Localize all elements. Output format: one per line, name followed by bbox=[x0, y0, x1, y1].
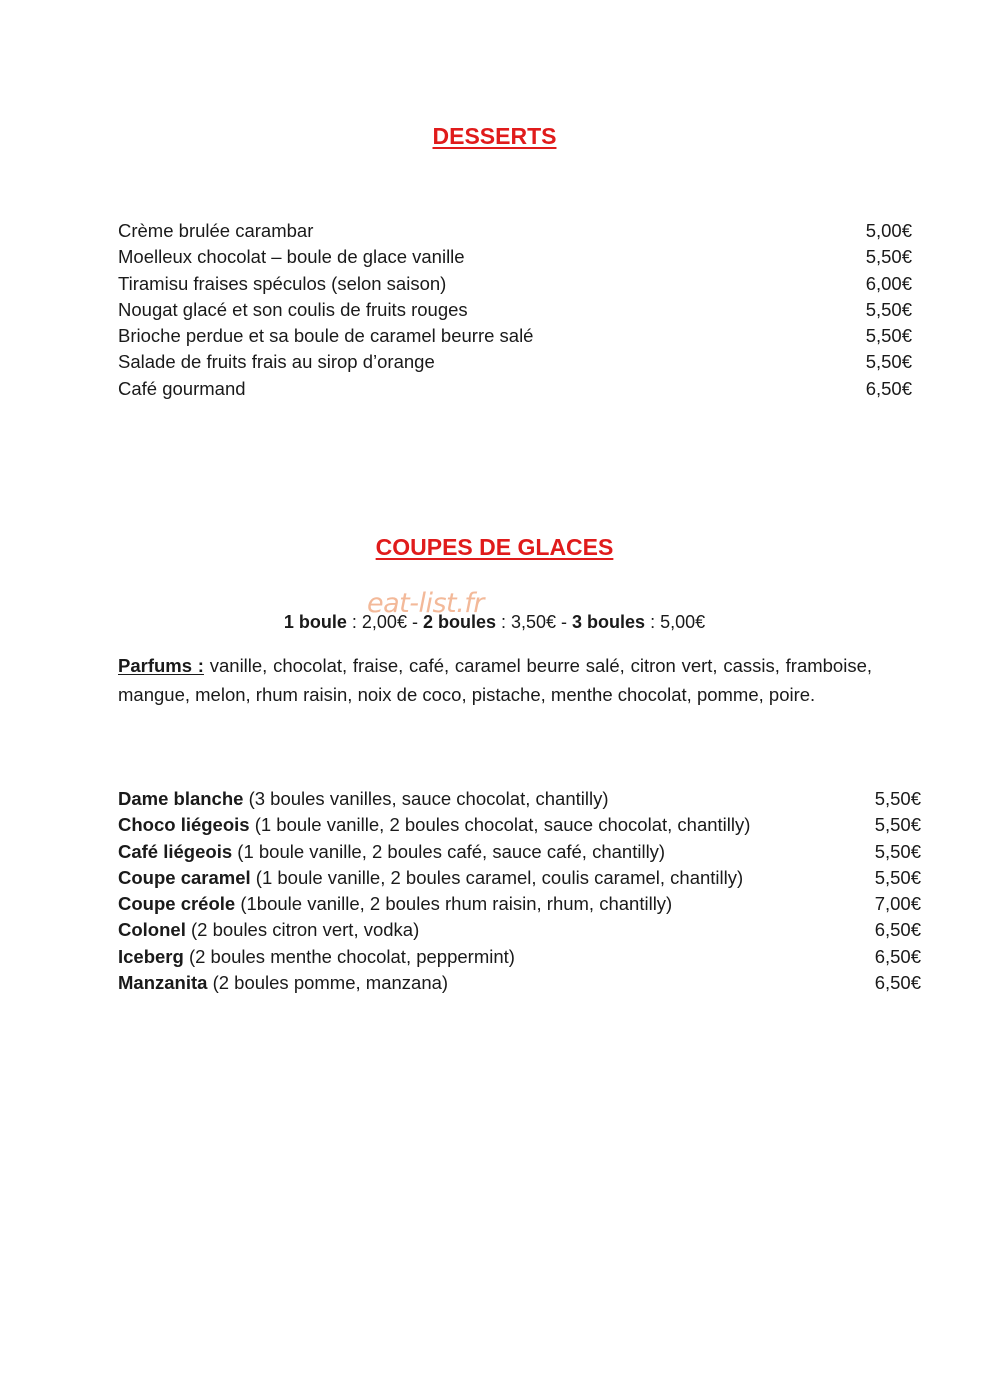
dessert-name: Nougat glacé et son coulis de fruits rouges bbox=[118, 298, 468, 320]
dessert-price: 5,00€ bbox=[865, 220, 912, 241]
coupe-description: (1 boule vanille, 2 boules café, sauce café, chantilly) bbox=[232, 840, 666, 862]
dessert-name: Moelleux chocolat – boule de glace vanille bbox=[118, 246, 465, 268]
scoop-prices bbox=[0, 612, 989, 633]
dessert-price: 5,50€ bbox=[865, 298, 912, 320]
coupe-price: 5,50€ bbox=[874, 840, 921, 862]
parfums-text: vanille, chocolat, fraise, café, caramel beurre salé, citron vert, cassis, framboise, mangue, melon, rhum raisin, noix de coco, pistache, menthe chocolat, pomme, poire. bbox=[118, 655, 873, 705]
one-scoop-price: : 2,00€ - bbox=[346, 612, 423, 632]
list-item bbox=[118, 865, 921, 891]
list-item bbox=[118, 349, 912, 375]
coupes-list bbox=[118, 786, 921, 996]
dessert-name: Salade de fruits frais au sirop d’orange bbox=[118, 351, 435, 373]
coupe-name: Manzanita bbox=[118, 972, 208, 994]
coupe-description: (3 boules vanilles, sauce chocolat, chantilly) bbox=[243, 788, 609, 809]
dessert-name: Crème brulée carambar bbox=[118, 220, 314, 241]
coupe-price: 5,50€ bbox=[874, 814, 921, 836]
dessert-price: 6,00€ bbox=[865, 272, 912, 294]
list-item bbox=[118, 970, 921, 996]
coupe-description: (2 boules citron vert, vodka) bbox=[185, 919, 420, 941]
dessert-name: Tiramisu fraises spéculos (selon saison) bbox=[118, 272, 447, 294]
three-scoops-price: : 5,00€ bbox=[645, 612, 706, 632]
list-item bbox=[118, 323, 912, 349]
list-item bbox=[118, 244, 912, 270]
three-scoops-label: 3 boules bbox=[572, 612, 646, 632]
coupe-name: Coupe caramel bbox=[118, 866, 251, 888]
coupe-description: (1boule vanille, 2 boules rhum raisin, rhum, chantilly) bbox=[235, 893, 673, 915]
two-scoops-label: 2 boules bbox=[422, 612, 496, 632]
list-item bbox=[118, 944, 921, 970]
list-item bbox=[118, 917, 921, 943]
coupe-price: 7,00€ bbox=[874, 893, 921, 915]
dessert-price: 5,50€ bbox=[865, 325, 912, 347]
coupe-description: (2 boules pomme, manzana) bbox=[207, 972, 449, 994]
coupe-description: (1 boule vanille, 2 boules caramel, coulis caramel, chantilly) bbox=[250, 866, 744, 888]
coupe-name: Coupe créole bbox=[118, 893, 236, 915]
list-item bbox=[118, 297, 912, 323]
dessert-name: Brioche perdue et sa boule de caramel beurre salé bbox=[118, 325, 534, 347]
coupe-name: Colonel bbox=[118, 919, 186, 941]
coupe-price: 6,50€ bbox=[874, 919, 921, 941]
desserts-list bbox=[118, 218, 912, 402]
coupes-de-glaces-heading: COUPES DE GLACES bbox=[375, 534, 614, 560]
dessert-price: 6,50€ bbox=[865, 377, 912, 399]
list-item bbox=[118, 271, 912, 297]
coupe-description: (1 boule vanille, 2 boules chocolat, sauce chocolat, chantilly) bbox=[249, 814, 751, 836]
coupe-price: 6,50€ bbox=[874, 972, 921, 994]
list-item bbox=[118, 376, 912, 402]
coupe-description: (2 boules menthe chocolat, peppermint) bbox=[183, 945, 515, 967]
coupe-name: Café liégeois bbox=[118, 840, 233, 862]
coupe-name: Choco liégeois bbox=[118, 814, 250, 836]
parfums-paragraph bbox=[118, 651, 872, 709]
dessert-price: 5,50€ bbox=[865, 246, 912, 268]
coupe-name: Dame blanche bbox=[118, 788, 244, 809]
coupe-price: 5,50€ bbox=[874, 866, 921, 888]
parfums-label: Parfums : bbox=[118, 655, 204, 676]
one-scoop-label: 1 boule bbox=[283, 612, 347, 632]
dessert-price: 5,50€ bbox=[865, 351, 912, 373]
dessert-name: Café gourmand bbox=[118, 377, 246, 399]
list-item bbox=[118, 786, 921, 812]
coupe-name: Iceberg bbox=[118, 945, 184, 967]
coupe-price: 5,50€ bbox=[874, 788, 921, 809]
list-item bbox=[118, 812, 921, 838]
list-item bbox=[118, 218, 912, 244]
list-item bbox=[118, 891, 921, 917]
watermark: eat-list.fr bbox=[367, 588, 484, 619]
coupe-price: 6,50€ bbox=[874, 945, 921, 967]
desserts-heading: DESSERTS bbox=[432, 123, 557, 149]
list-item bbox=[118, 839, 921, 865]
two-scoops-price: : 3,50€ - bbox=[495, 612, 573, 632]
